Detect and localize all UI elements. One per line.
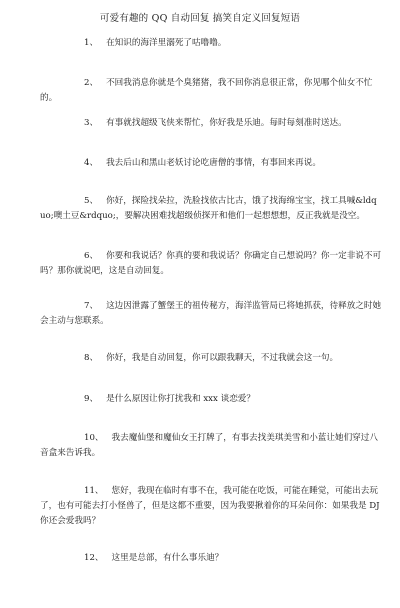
item-text: 您好，我现在临时有事不在，我可能在吃饭，可能在睡觉，可能出去玩了，也有可能去打小怪兽了，但是这都不重要，因为我要揪着你的耳朵问你：如果我是 DJ 你还会爱我吗？ bbox=[40, 486, 380, 526]
item-number: 12、 bbox=[84, 553, 104, 563]
list-item bbox=[40, 156, 382, 171]
item-text: 我去后山和黑山老妖讨论吃唐僧的事情，有事回来再说。 bbox=[106, 158, 321, 168]
item-number: 5、 bbox=[84, 196, 99, 206]
item-text: 你好，探险找朵拉，洗脸找依古比古，饿了找海绵宝宝，找工具喊&ldquo;噢土豆&rdquo;，要解决困难找超级侦探开和他们一起想想想，反正我就是没空。 bbox=[40, 196, 377, 221]
item-text: 在知识的海洋里溺死了咕噜噜。 bbox=[106, 38, 227, 48]
item-text: 是什么原因让你打扰我和 xxx 谈恋爱？ bbox=[106, 394, 255, 404]
item-number: 11、 bbox=[84, 486, 104, 496]
item-text: 你要和我说话？你真的要和我说话？你确定自己想说吗？你一定非说不可吗？那你就说吧，这是自动回复。 bbox=[40, 251, 382, 276]
list-item bbox=[40, 194, 382, 224]
item-text: 有事就找超级飞侠来帮忙，你好我是乐迪。每时每刻准时送达。 bbox=[106, 118, 347, 128]
item-number: 7、 bbox=[84, 301, 99, 311]
list-item bbox=[40, 484, 382, 529]
list-item bbox=[40, 249, 382, 279]
document-title: 可爱有趣的 QQ 自动回复 搞笑自定义回复短语 bbox=[99, 13, 301, 24]
item-number: 8、 bbox=[84, 353, 99, 363]
item-number: 9、 bbox=[84, 394, 99, 404]
item-number: 1、 bbox=[84, 38, 99, 48]
item-number: 2、 bbox=[84, 78, 99, 88]
list-item bbox=[40, 351, 382, 366]
list-item bbox=[40, 116, 382, 131]
item-text: 我去魔仙堡和魔仙女王打牌了，有事去找美琪美雪和小蓝让她们穿过八音盒来告诉我。 bbox=[40, 433, 378, 458]
item-text: 不回我消息你就是个臭猪猪，我不回你消息很正常，你见哪个仙女不忙的。 bbox=[40, 78, 373, 103]
item-text: 这边因泄露了蟹堡王的祖传秘方，海洋监管局已将她抓获，待释放之时她会主动与您联系。 bbox=[40, 301, 382, 326]
list-item bbox=[40, 392, 382, 407]
list-item bbox=[40, 551, 382, 566]
list-item bbox=[40, 76, 382, 106]
list-item bbox=[40, 431, 382, 461]
item-number: 3、 bbox=[84, 118, 99, 128]
item-number: 4、 bbox=[84, 158, 99, 168]
item-text: 你好，我是自动回复，你可以跟我聊天，不过我就会这一句。 bbox=[106, 353, 339, 363]
list-item bbox=[40, 299, 382, 329]
list-item bbox=[40, 36, 382, 51]
item-text: 这里是总部，有什么事乐迪？ bbox=[111, 553, 224, 563]
item-number: 6、 bbox=[84, 251, 99, 261]
item-number: 10、 bbox=[84, 433, 104, 443]
